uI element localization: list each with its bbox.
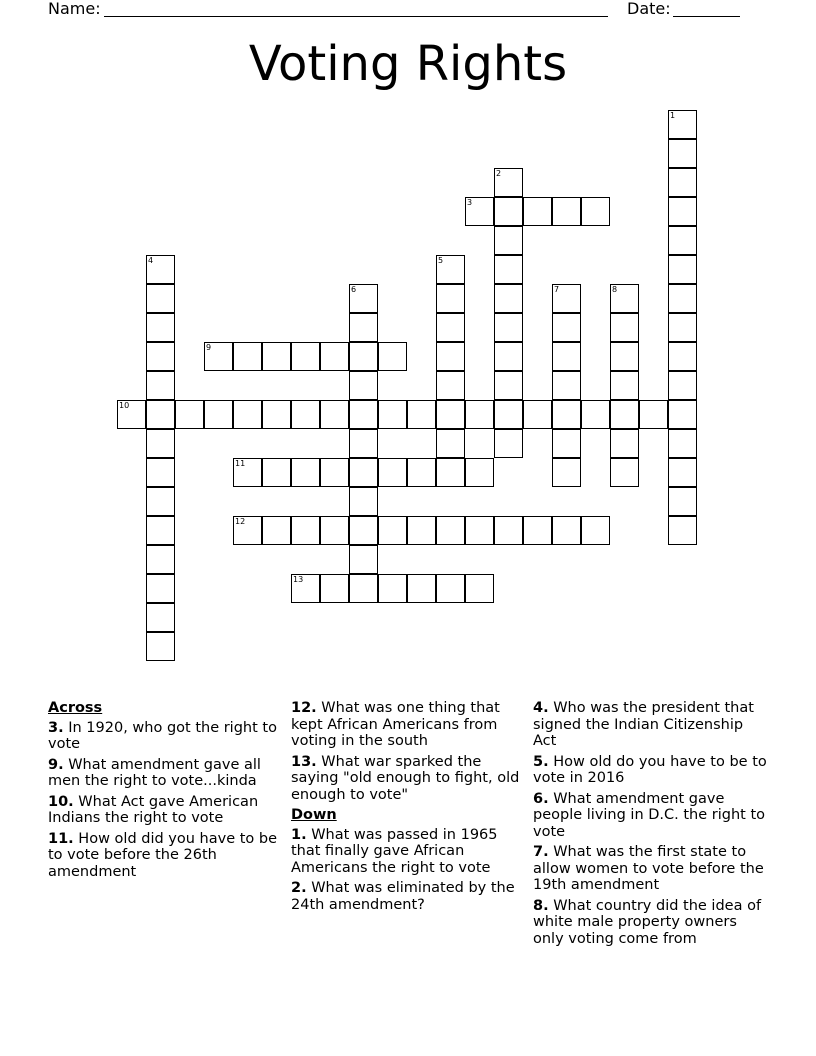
clue-number: 2 xyxy=(496,169,502,178)
clue-item-text: What war sparked the saying "old enough to fight, old enough to vote" xyxy=(291,753,520,803)
clue-item-text: What was one thing that kept African Americans from voting in the south xyxy=(291,700,500,749)
grid-cell[interactable] xyxy=(436,458,465,487)
grid-cell[interactable] xyxy=(320,516,349,545)
grid-cell[interactable] xyxy=(320,458,349,487)
grid-cell[interactable] xyxy=(552,400,581,429)
grid-cell[interactable] xyxy=(610,342,639,371)
grid-cell[interactable] xyxy=(349,574,378,603)
grid-cell[interactable] xyxy=(436,574,465,603)
grid-cell[interactable] xyxy=(668,226,697,255)
grid-cell[interactable] xyxy=(494,400,523,429)
clue-item-number: 12. xyxy=(291,700,317,716)
date-label: Date: xyxy=(627,0,671,18)
clue-item xyxy=(291,827,526,877)
grid-cell[interactable] xyxy=(610,400,639,429)
clue-item xyxy=(48,794,283,827)
grid-cell[interactable] xyxy=(436,400,465,429)
grid-cell[interactable] xyxy=(146,458,175,487)
clue-item-number: 5. xyxy=(533,753,549,770)
grid-cell[interactable] xyxy=(494,342,523,371)
grid-cell[interactable] xyxy=(349,284,378,313)
clue-item-text: Who was the president that signed the Indian Citizenship Act xyxy=(533,700,754,749)
grid-cell[interactable] xyxy=(552,197,581,226)
grid-cell[interactable] xyxy=(146,255,175,284)
grid-cell[interactable] xyxy=(262,342,291,371)
grid-cell[interactable] xyxy=(233,458,262,487)
clue-item-text: What was eliminated by the 24th amendment? xyxy=(291,880,515,913)
grid-cell[interactable] xyxy=(436,313,465,342)
grid-cell[interactable] xyxy=(668,458,697,487)
clue-number: 7 xyxy=(554,285,560,294)
grid-cell[interactable] xyxy=(610,429,639,458)
grid-cell[interactable] xyxy=(668,255,697,284)
grid-cell[interactable] xyxy=(146,429,175,458)
grid-cell[interactable] xyxy=(204,400,233,429)
grid-cell[interactable] xyxy=(349,545,378,574)
grid-cell[interactable] xyxy=(349,516,378,545)
grid-cell[interactable] xyxy=(436,429,465,458)
grid-cell[interactable] xyxy=(494,284,523,313)
grid-cell[interactable] xyxy=(291,342,320,371)
grid-cell[interactable] xyxy=(552,342,581,371)
clue-item-text: How old do you have to be to vote in 2016 xyxy=(533,753,767,786)
grid-cell[interactable] xyxy=(349,458,378,487)
clue-item-text: What amendment gave all men the right to vote...kinda xyxy=(48,756,261,789)
grid-cell[interactable] xyxy=(552,516,581,545)
grid-cell[interactable] xyxy=(378,342,407,371)
clue-number: 13 xyxy=(293,575,304,584)
grid-cell[interactable] xyxy=(494,371,523,400)
clue-item-text: What was passed in 1965 that finally gave African Americans the right to vote xyxy=(291,826,498,876)
grid-cell[interactable] xyxy=(378,400,407,429)
grid-cell[interactable] xyxy=(494,197,523,226)
clue-number: 3 xyxy=(467,198,473,207)
grid-cell[interactable] xyxy=(494,255,523,284)
page-title: Voting Rights xyxy=(248,36,568,92)
grid-cell[interactable] xyxy=(320,400,349,429)
grid-cell[interactable] xyxy=(610,458,639,487)
grid-cell[interactable] xyxy=(349,371,378,400)
grid-cell[interactable] xyxy=(668,168,697,197)
grid-cell[interactable] xyxy=(146,632,175,661)
clue-number: 9 xyxy=(206,343,212,352)
grid-cell[interactable] xyxy=(204,342,233,371)
grid-cell[interactable] xyxy=(552,429,581,458)
grid-cell[interactable] xyxy=(494,226,523,255)
grid-cell[interactable] xyxy=(262,458,291,487)
grid-cell[interactable] xyxy=(378,458,407,487)
grid-cell[interactable] xyxy=(581,516,610,545)
grid-cell[interactable] xyxy=(146,516,175,545)
grid-cell[interactable] xyxy=(668,284,697,313)
clue-item-text: In 1920, who got the right to vote xyxy=(48,719,277,752)
down-heading: Down xyxy=(291,807,337,823)
grid-cell[interactable] xyxy=(349,342,378,371)
grid-cell[interactable] xyxy=(146,371,175,400)
clue-item-number: 13. xyxy=(291,753,317,770)
clue-number: 12 xyxy=(235,517,246,526)
grid-cell[interactable] xyxy=(233,516,262,545)
clue-number: 1 xyxy=(670,111,676,120)
grid-cell[interactable] xyxy=(552,458,581,487)
clue-item-number: 6. xyxy=(533,790,549,807)
grid-cell[interactable] xyxy=(407,458,436,487)
grid-cell[interactable] xyxy=(291,400,320,429)
clue-item-number: 7. xyxy=(533,844,549,860)
grid-cell[interactable] xyxy=(349,313,378,342)
clue-item xyxy=(533,754,768,787)
grid-cell[interactable] xyxy=(146,400,175,429)
across-heading: Across xyxy=(48,700,103,716)
grid-cell[interactable] xyxy=(465,400,494,429)
grid-cell[interactable] xyxy=(610,284,639,313)
grid-cell[interactable] xyxy=(146,487,175,516)
grid-cell[interactable] xyxy=(436,255,465,284)
grid-cell[interactable] xyxy=(349,487,378,516)
grid-cell[interactable] xyxy=(668,371,697,400)
clue-item-text: What amendment gave people living in D.C. the right to vote xyxy=(533,790,766,840)
grid-cell[interactable] xyxy=(668,197,697,226)
grid-cell[interactable] xyxy=(465,458,494,487)
grid-cell[interactable] xyxy=(407,400,436,429)
grid-cell[interactable] xyxy=(117,400,146,429)
clue-item xyxy=(533,898,768,948)
clue-number: 10 xyxy=(119,401,130,410)
clue-number: 4 xyxy=(148,256,154,265)
grid-cell[interactable] xyxy=(523,516,552,545)
name-label: Name: xyxy=(48,0,101,18)
clue-item-number: 4. xyxy=(533,700,549,716)
grid-cell[interactable] xyxy=(465,574,494,603)
grid-cell[interactable] xyxy=(320,342,349,371)
grid-cell[interactable] xyxy=(552,371,581,400)
grid-cell[interactable] xyxy=(233,400,262,429)
clue-item xyxy=(48,720,283,753)
grid-cell[interactable] xyxy=(610,371,639,400)
grid-cell[interactable] xyxy=(378,574,407,603)
grid-cell[interactable] xyxy=(668,313,697,342)
grid-cell[interactable] xyxy=(349,400,378,429)
grid-cell[interactable] xyxy=(668,342,697,371)
clue-item-text: How old did you have to be to vote before the 26th amendment xyxy=(48,830,278,880)
grid-cell[interactable] xyxy=(407,516,436,545)
grid-cell[interactable] xyxy=(581,197,610,226)
grid-cell[interactable] xyxy=(436,284,465,313)
clues-column-3 xyxy=(533,700,768,951)
clues-column-1 xyxy=(48,700,283,884)
clue-item xyxy=(533,791,768,841)
grid-cell[interactable] xyxy=(465,197,494,226)
grid-cell[interactable] xyxy=(668,139,697,168)
clue-item xyxy=(48,757,283,790)
grid-cell[interactable] xyxy=(146,603,175,632)
clue-item-number: 3. xyxy=(48,719,64,736)
clue-item xyxy=(48,831,283,881)
clue-number: 5 xyxy=(438,256,444,265)
clue-item-text: What was the first state to allow women to vote before the 19th amendment xyxy=(533,844,764,893)
grid-cell[interactable] xyxy=(552,284,581,313)
clue-item-text: What Act gave American Indians the right to vote xyxy=(48,793,259,826)
grid-cell[interactable] xyxy=(436,516,465,545)
grid-cell[interactable] xyxy=(291,458,320,487)
grid-cell[interactable] xyxy=(523,400,552,429)
grid-cell[interactable] xyxy=(668,110,697,139)
clue-item xyxy=(533,844,768,894)
clue-item-number: 1. xyxy=(291,826,307,843)
clue-item-number: 9. xyxy=(48,756,64,773)
clue-item xyxy=(533,700,768,750)
grid-cell[interactable] xyxy=(494,429,523,458)
clue-item xyxy=(291,880,526,913)
clue-number: 11 xyxy=(235,459,246,468)
grid-cell[interactable] xyxy=(378,516,407,545)
clue-item-number: 8. xyxy=(533,897,549,914)
clue-item-number: 10. xyxy=(48,793,74,810)
grid-cell[interactable] xyxy=(262,400,291,429)
grid-cell[interactable] xyxy=(262,516,291,545)
grid-cell[interactable] xyxy=(668,400,697,429)
clues-column-2 xyxy=(291,700,526,917)
clue-item-text: What country did the idea of white male property owners only voting come from xyxy=(533,897,762,947)
clue-item-number: 2. xyxy=(291,880,307,896)
grid-cell[interactable] xyxy=(552,313,581,342)
grid-cell[interactable] xyxy=(146,574,175,603)
grid-cell[interactable] xyxy=(349,429,378,458)
grid-cell[interactable] xyxy=(233,342,262,371)
clue-number: 6 xyxy=(351,285,357,294)
grid-cell[interactable] xyxy=(146,545,175,574)
grid-cell[interactable] xyxy=(146,284,175,313)
grid-cell[interactable] xyxy=(291,574,320,603)
grid-cell[interactable] xyxy=(175,400,204,429)
grid-cell[interactable] xyxy=(581,400,610,429)
grid-cell[interactable] xyxy=(523,197,552,226)
grid-cell[interactable] xyxy=(407,574,436,603)
grid-cell[interactable] xyxy=(291,516,320,545)
grid-cell[interactable] xyxy=(320,574,349,603)
grid-cell[interactable] xyxy=(436,371,465,400)
grid-cell[interactable] xyxy=(668,429,697,458)
grid-cell[interactable] xyxy=(639,400,668,429)
grid-cell[interactable] xyxy=(668,516,697,545)
grid-cell[interactable] xyxy=(146,342,175,371)
grid-cell[interactable] xyxy=(494,313,523,342)
clue-item xyxy=(291,700,526,750)
grid-cell[interactable] xyxy=(146,313,175,342)
clue-item-number: 11. xyxy=(48,830,74,847)
grid-cell[interactable] xyxy=(465,516,494,545)
grid-cell[interactable] xyxy=(436,342,465,371)
grid-cell[interactable] xyxy=(610,313,639,342)
clue-number: 8 xyxy=(612,285,618,294)
grid-cell[interactable] xyxy=(668,487,697,516)
grid-cell[interactable] xyxy=(494,168,523,197)
clue-item xyxy=(291,754,526,804)
grid-cell[interactable] xyxy=(494,516,523,545)
